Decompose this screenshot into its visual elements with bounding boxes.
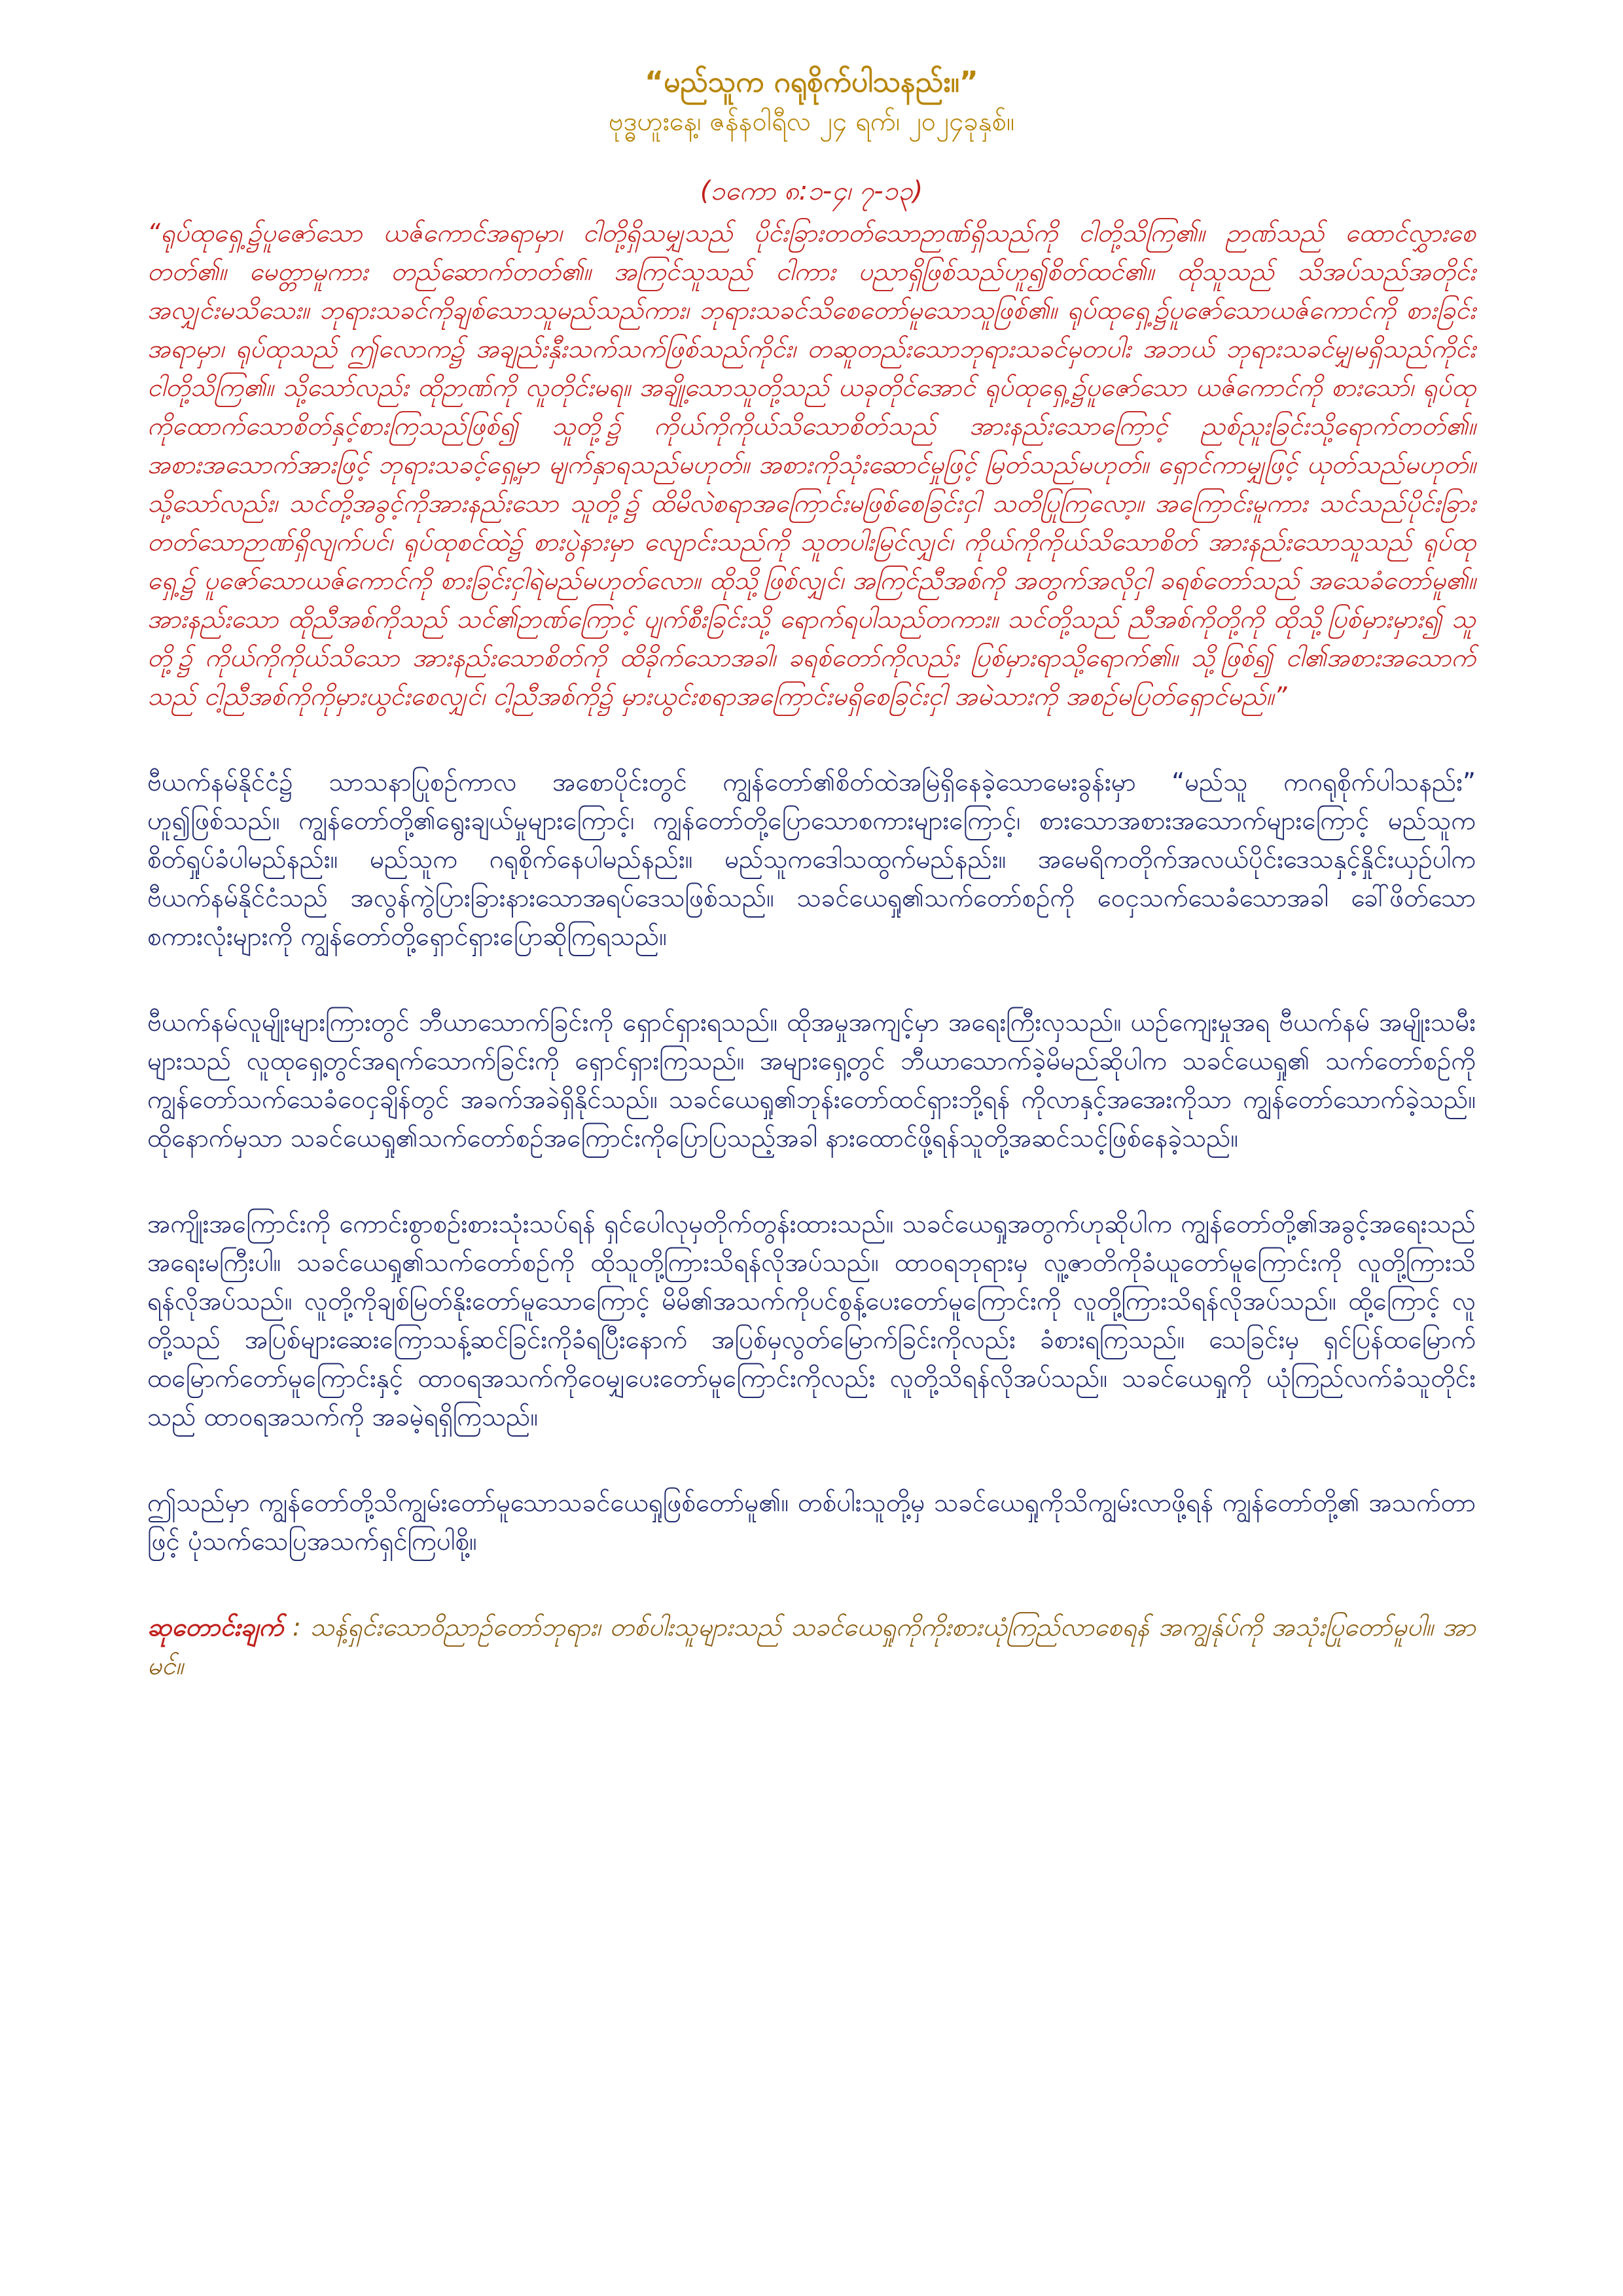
prayer: [147, 1608, 1476, 1685]
prayer-separator: :: [283, 1613, 310, 1642]
page-date: ဗုဒ္ဓဟူးနေ့၊ ဇန်နဝါရီလ ၂၄ ရက်၊ ၂၀၂၄ခုနှစ်။: [608, 107, 1015, 137]
body-paragraph-1: ဗီယက်နမ်နိုင်ငံ၌ သာသနာပြုစဉ်ကာလ အစောပိုင်းတွင် ကျွန်တော်၏စိတ်ထဲအမြဲရှိနေခဲ့သောမေးခွန်းမှာ “မည်သူ ကဂရုစိုက်ပါသနည်း” ဟူ၍ဖြစ်သည်။ ကျွန်တော်တို့၏ရွေးချယ်မှုများကြောင့်၊ ကျွန်တော်တို့ပြောသောစကားများကြောင့်၊ စားသောအစားအသောက်များကြောင့် မည်သူက စိတ်ရှုပ်ခံပါမည်နည်း။ မည်သူက ဂရုစိုက်နေပါမည်နည်း။ မည်သူကဒေါသထွက်မည်နည်း။ အမေရိကတိုက်အလယ်ပိုင်းဒေသနှင့်နှိုင်းယှဉ်ပါက ဗီယက်နမ်နိုင်ငံသည် အလွန်ကွဲပြားခြားနားသောအရပ်ဒေသဖြစ်သည်။ သခင်ယေရှု၏သက်တော်စဉ်ကို ဝေငှသက်သေခံသောအခါ ခေါ်ဖိတ်သော စကားလုံးများကို ကျွန်တော်တို့ရှောင်ရှားပြောဆိုကြရသည်။: [147, 768, 1476, 952]
body-paragraph-2: ဗီယက်နမ်လူမျိုးများကြားတွင် ဘီယာသောက်ခြင်းကို ရှောင်ရှားရသည်။ ထိုအမှုအကျင့်မှာ အရေးကြီးလှသည်။ ယဉ်ကျေးမှုအရ ဗီယက်နမ် အမျိုးသမီးများသည် လူထုရှေ့တွင်အရက်သောက်ခြင်းကို ရှောင်ရှားကြသည်။ အများရှေ့တွင် ဘီယာသောက်ခဲ့မိမည်ဆိုပါက သခင်ယေရှု၏ သက်တော်စဉ်ကို ကျွန်တော်သက်သေခံဝေငှချိန်တွင် အခက်အခဲရှိနိုင်သည်။ သခင်ယေရှု၏ဘုန်းတော်ထင်ရှားဘို့ရန် ကိုလာနှင့်အအေးကိုသာ ကျွန်တော်သောက်ခဲ့သည်။ ထိုနောက်မှသာ သခင်ယေရှု၏သက်တော်စဉ်အကြောင်းကိုပြောပြသည့်အခါ နားထောင်ဖို့ရန်သူတို့အဆင်သင့်ဖြစ်နေခဲ့သည်။: [147, 1008, 1476, 1153]
scripture-reference: (၁ကော ၈:၁-၄၊ ၇-၁၃): [700, 176, 923, 206]
scripture-text: “ရုပ်ထုရှေ့၌ပူဇော်သော ယဇ်ကောင်အရာမှာ၊ ငါတို့ရှိသမျှသည် ပိုင်းခြားတတ်သောဉာဏ်ရှိသည်ကို ငါတို့သိကြ၏။ ဉာဏ်သည် ထောင်လွှားစေတတ်၏။ မေတ္တာမူကား တည်ဆောက်တတ်၏။ အကြင်သူသည် ငါကား ပညာရှိဖြစ်သည်ဟူ၍စိတ်ထင်၏။ ထိုသူသည် သိအပ်သည်အတိုင်း အလျှင်းမသိသေး။ ဘုရားသခင်ကိုချစ်သောသူမည်သည်ကား၊ ဘုရားသခင်သိစေတော်မူသောသူဖြစ်၏။ ရုပ်ထုရှေ့၌ပူဇော်သောယဇ်ကောင်ကို စားခြင်းအရာမှာ၊ ရုပ်ထုသည် ဤလောက၌ အချည်းနှီးသက်သက်ဖြစ်သည်ကိုင်း၊ တဆူတည်းသောဘုရားသခင်မှတပါး အဘယ် ဘုရားသခင်မျှမရှိသည်ကိုင်း ငါတို့သိကြ၏။ သို့သော်လည်း ထိုဉာဏ်ကို လူတိုင်းမရ။ အချို့သောသူတို့သည် ယခုတိုင်အောင် ရုပ်ထုရှေ့၌ပူဇော်သော ယဇ်ကောင်ကို စားသော်၊ ရုပ်ထုကိုထောက်သောစိတ်နှင့်စားကြသည်ဖြစ်၍ သူတို့၌ ကိုယ်ကိုကိုယ်သိသောစိတ်သည် အားနည်းသောကြောင့် ညစ်ညူးခြင်းသို့ရောက်တတ်၏။ အစားအသောက်အားဖြင့် ဘုရားသခင့်ရှေ့မှာ မျက်နှာရသည်မဟုတ်။ အစားကိုသုံးဆောင်မှုဖြင့် မြတ်သည်မဟုတ်။ ရှောင်ကာမျှဖြင့် ယုတ်သည်မဟုတ်။ သို့သော်လည်း၊ သင်တို့အခွင့်ကိုအားနည်းသော သူတို့၌ ထိမိလဲစရာအကြောင်းမဖြစ်စေခြင်းငှါ သတိပြုကြလော့။ အကြောင်းမူကား သင်သည်ပိုင်းခြားတတ်သောဉာဏ်ရှိလျက်ပင်၊ ရုပ်ထုစင်ထဲ၌ စားပွဲနားမှာ လျောင်းသည်ကို သူတပါးမြင်လျှင်၊ ကိုယ်ကိုကိုယ်သိသောစိတ် အားနည်းသောသူသည် ရုပ်ထုရှေ့၌ ပူဇော်သောယဇ်ကောင်ကို စားခြင်းငှါရဲမည်မဟုတ်လော။ ထိုသို့ဖြစ်လျှင်၊ အကြင်ညီအစ်ကို အတွက်အလိုငှါ ခရစ်တော်သည် အသေခံတော်မူ၏။ အားနည်းသော ထိုညီအစ်ကိုသည် သင်၏ဉာဏ်ကြောင့် ပျက်စီးခြင်းသို့ ရောက်ရပါသည်တကား။ သင်တို့သည် ညီအစ်ကိုတို့ကို ထိုသို့ပြစ်မှားမှား၍ သူတို့၌ ကိုယ်ကိုကိုယ်သိသော အားနည်းသောစိတ်ကို ထိခိုက်သောအခါ၊ ခရစ်တော်ကိုလည်း ပြစ်မှားရာသို့ရောက်၏။ သို့ဖြစ်၍ ငါ၏အစားအသောက်သည် ငါ့ညီအစ်ကိုကိုမှားယွင်းစေလျှင်၊ ငါ့ညီအစ်ကို၌ မှားယွင်းစရာအကြောင်းမရှိစေခြင်းငှါ အမဲသားကို အစဉ်မပြတ်ရှောင်မည်။”: [147, 219, 1476, 711]
page-title: “မည်သူက ဂရုစိုက်ပါသနည်း။”: [645, 65, 978, 99]
body-paragraph-3: အကျိုးအကြောင်းကို ကောင်းစွာစဉ်းစားသုံးသပ်ရန် ရှင်ပေါလုမှတိုက်တွန်းထားသည်။ သခင်ယေရှုအတွက်ဟုဆိုပါက ကျွန်တော်တို့၏အခွင့်အရေးသည် အရေးမကြီးပါ။ သခင်ယေရှု၏သက်တော်စဉ်ကို ထိုသူတို့ကြားသိရန်လိုအပ်သည်။ ထာဝရဘုရားမှ လူ့ဇာတိကိုခံယူတော်မူကြောင်းကို လူတို့ကြားသိရန်လိုအပ်သည်။ လူတို့ကိုချစ်မြတ်နိုးတော်မူသောကြောင့် မိမိ၏အသက်ကိုပင်စွန့်ပေးတော်မူကြောင်းကို လူတို့ကြားသိရန်လိုအပ်သည်။ ထို့ကြောင့် လူတို့သည် အပြစ်များဆေးကြောသန့်ဆင်ခြင်းကိုခံရပြီးနောက် အပြစ်မှလွတ်မြောက်ခြင်းကိုလည်း ခံစားရကြသည်။ သေခြင်းမှ ရှင်ပြန်ထမြောက်ထမြောက်တော်မူကြောင်းနှင့် ထာဝရအသက်ကိုဝေမျှပေးတော်မူကြောင်းကိုလည်း လူတို့သိရန်လိုအပ်သည်။ သခင်ယေရှုကို ယုံကြည်လက်ခံသူတိုင်းသည် ထာဝရအသက်ကို အခမဲ့ရရှိကြသည်။: [147, 1210, 1476, 1432]
devotional-page: [147, 62, 1476, 1685]
body-paragraph-4: ဤသည်မှာ ကျွန်တော်တို့သိကျွမ်းတော်မူသောသခင်ယေရှုဖြစ်တော်မူ၏။ တစ်ပါးသူတို့မှ သခင်ယေရှုကိုသိကျွမ်းလာဖို့ရန် ကျွန်တော်တို့၏ အသက်တာဖြင့် ပုံသက်သေပြအသက်ရှင်ကြပါစို့။: [147, 1488, 1476, 1556]
prayer-text: သန့်ရှင်းသောဝိညာဉ်တော်ဘုရား၊ တစ်ပါးသူများသည် သခင်ယေရှုကိုကိုးစားယုံကြည်လာစေရန် အကျွန်ုပ်ကို အသုံးပြုတော်မူပါ။ အာမင်။: [147, 1613, 1476, 1681]
prayer-label: ဆုတောင်းချက်: [147, 1613, 283, 1642]
